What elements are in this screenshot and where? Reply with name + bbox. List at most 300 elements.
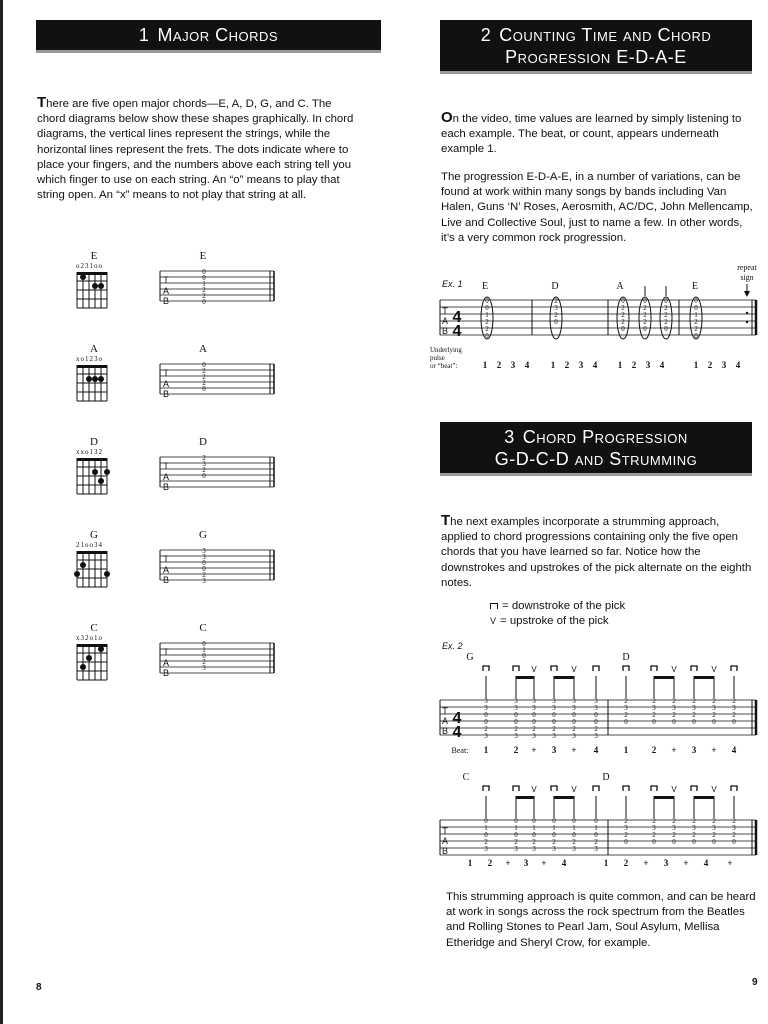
example-1-notation — [430, 258, 760, 378]
tab-fret-number: 0 — [532, 817, 536, 825]
section-3-number: 3 — [504, 427, 515, 447]
count-mark: 1 — [623, 745, 629, 755]
tab-fret-number: 2 — [514, 725, 518, 733]
count-mark: 1 — [467, 858, 473, 868]
beat-label: Beat: — [451, 746, 469, 755]
chord-diagram — [74, 642, 114, 686]
chord-fingering: o231oo — [76, 262, 103, 270]
tab-fret-number: 2 — [485, 325, 489, 333]
tab-fret-number: 0 — [485, 332, 489, 340]
tab-fret-number: 0 — [554, 318, 558, 326]
tab-clef-a: A — [162, 472, 170, 482]
tab-fret-number: 2 — [552, 725, 556, 733]
tab-fret-number: 0 — [672, 838, 676, 846]
tab-fret-number: 0 — [624, 718, 628, 726]
nut — [77, 458, 107, 461]
tab-fret-number: 2 — [732, 697, 736, 705]
finger-dot — [74, 571, 80, 577]
tab-fret-number: 3 — [712, 704, 716, 712]
count-mark: + — [727, 858, 733, 868]
tab-fret-number: 3 — [572, 704, 576, 712]
tab-fret-number: 2 — [643, 304, 647, 312]
tab-fret-number: 2 — [672, 817, 676, 825]
repeat-dot — [746, 312, 748, 314]
downstroke-icon — [623, 666, 629, 671]
tab-fret-number: 2 — [202, 292, 206, 300]
downstroke-icon — [551, 786, 557, 791]
tab-fret-number: 3 — [552, 845, 556, 853]
tab-fret-number: 1 — [514, 824, 518, 832]
tab-staff — [158, 267, 278, 305]
section-3-title-a: Chord Progression — [522, 427, 688, 447]
tab-fret-number: 3 — [554, 304, 558, 312]
page-binding-edge — [0, 0, 3, 1024]
tab-fret-number: 2 — [692, 697, 696, 705]
tab-fret-number: 0 — [202, 559, 206, 567]
para-text: he next examples incorporate a strumming approach, applied to chord progressions containing only the five open chords that you have learned so far. Notice how the downstrokes and upstrokes of the pick alternate on the eighth notes. — [441, 516, 752, 589]
tab-fret-number: 2 — [594, 725, 598, 733]
tab-fret-number: 2 — [692, 817, 696, 825]
tab-fret-number: 0 — [594, 718, 598, 726]
ex2-chord-label: D — [622, 652, 630, 663]
section-1-banner — [36, 20, 381, 53]
tab-fret-number: 3 — [692, 704, 696, 712]
section-3-banner — [440, 422, 752, 476]
tab-fret-number: 3 — [484, 697, 488, 705]
tab-fret-number: 2 — [485, 318, 489, 326]
tab-fret-number: 1 — [485, 311, 489, 319]
tab-fret-number: 2 — [672, 711, 676, 719]
tab-fret-number: 0 — [484, 718, 488, 726]
tab-clef-b: B — [441, 326, 449, 336]
finger-dot — [80, 274, 86, 280]
tab-fret-number: 2 — [621, 318, 625, 326]
tab-clef-b: B — [162, 296, 170, 305]
tab-chord-name: A — [199, 343, 207, 355]
tab-fret-number: 3 — [202, 664, 206, 672]
downstroke-icon — [651, 666, 657, 671]
tab-fret-number: 2 — [621, 311, 625, 319]
tab-fret-number: 0 — [202, 472, 206, 480]
tab-fret-number: 3 — [484, 845, 488, 853]
section-3-paragraph-1 — [441, 513, 756, 591]
downstroke-icon — [731, 666, 737, 671]
tab-clef-b: B — [162, 575, 170, 584]
tab-fret-number: 3 — [624, 704, 628, 712]
downstroke-icon — [691, 786, 697, 791]
time-sig-bottom: 4 — [452, 724, 462, 741]
ex2-chord-label: D — [602, 772, 610, 783]
beam — [516, 676, 534, 679]
count-mark: + — [643, 858, 649, 868]
section-2-number: 2 — [480, 25, 492, 45]
downstroke-icon — [651, 786, 657, 791]
tab-fret-number: 0 — [202, 361, 206, 369]
count-mark: 4 — [731, 745, 737, 755]
tab-fret-number: 3 — [594, 697, 598, 705]
tab-fret-number: 3 — [594, 704, 598, 712]
example-2-notation — [430, 636, 760, 876]
tab-fret-number: 0 — [572, 817, 576, 825]
tab-fret-number: 0 — [532, 711, 536, 719]
section-3-paragraph-2: This strumming approach is quite common, and can be heard at work in songs across the rock spectrum from the Beatles and Rolling Stones to Pearl Jam, Soul Asylum, Mellisa Etheridge and Sheryl Crow, for example. — [446, 891, 756, 949]
tab-fret-number: 0 — [692, 838, 696, 846]
beat-number: 2 — [564, 360, 570, 370]
tab-clef-t: T — [163, 554, 169, 564]
count-mark: + — [671, 745, 677, 755]
tab-fret-number: 2 — [643, 318, 647, 326]
tab-fret-number: 2 — [484, 838, 488, 846]
beam — [516, 796, 534, 799]
section-2-paragraph-1 — [441, 110, 756, 158]
chord-diagram — [74, 363, 114, 407]
tab-fret-number: 3 — [652, 704, 656, 712]
tab-fret-number: 2 — [652, 817, 656, 825]
upstroke-icon: V — [571, 665, 577, 674]
tab-clef-t: T — [442, 826, 448, 836]
repeat-arrow-head — [744, 291, 750, 297]
chord-fingering: x32o1o — [76, 634, 103, 642]
downstroke-icon — [593, 786, 599, 791]
tab-chord-name: C — [199, 622, 207, 634]
tab-fret-number: 2 — [624, 831, 628, 839]
tab-fret-number: 2 — [572, 725, 576, 733]
tab-clef-t: T — [163, 275, 169, 285]
drop-cap: O — [441, 109, 453, 126]
tab-fret-number: 3 — [202, 553, 206, 561]
tab-fret-number: 2 — [664, 318, 668, 326]
section-number: 1 — [138, 25, 150, 45]
downstroke-icon — [513, 786, 519, 791]
tab-fret-number: 0 — [694, 297, 698, 305]
tab-fret-number: 3 — [202, 460, 206, 468]
tab-fret-number: 2 — [672, 697, 676, 705]
pulse-label: pulse — [430, 354, 445, 362]
para-text: n the video, time values are learned by simply listening to each example. The beat, or count, appears underneath example 1. — [441, 113, 742, 156]
tab-fret-number: 0 — [514, 831, 518, 839]
tab-fret-number: 3 — [532, 732, 536, 740]
beat-number: 3 — [645, 360, 651, 370]
tab-fret-number: 2 — [202, 286, 206, 294]
upstroke-icon: V — [531, 785, 537, 794]
upstroke-icon: V — [671, 785, 677, 794]
tab-fret-number: 0 — [621, 325, 625, 333]
finger-dot — [80, 562, 86, 568]
ex1-chord-label: D — [551, 281, 559, 292]
tab-fret-number: 3 — [514, 732, 518, 740]
ex1-chord-label: A — [616, 281, 624, 292]
chord-diagram-name: A — [90, 343, 98, 355]
finger-dot — [92, 376, 98, 382]
tab-fret-number: 3 — [532, 704, 536, 712]
tab-fret-number: 2 — [202, 571, 206, 579]
downstroke-icon — [483, 666, 489, 671]
tab-fret-number: 0 — [514, 711, 518, 719]
tab-fret-number: 2 — [712, 817, 716, 825]
tab-chord-name: D — [199, 436, 207, 448]
tab-fret-number: 2 — [621, 304, 625, 312]
tab-fret-number: 2 — [514, 838, 518, 846]
beat-number: 3 — [578, 360, 584, 370]
tab-fret-number: 0 — [202, 268, 206, 276]
pulse-label: Underlying — [430, 346, 462, 354]
example-2-label: Ex. 2 — [442, 641, 463, 651]
count-mark: 2 — [623, 858, 629, 868]
tab-fret-number: 2 — [594, 838, 598, 846]
tab-fret-number: 2 — [202, 454, 206, 462]
tab-fret-number: 3 — [692, 824, 696, 832]
tab-fret-number: 0 — [624, 838, 628, 846]
tab-fret-number: 2 — [202, 379, 206, 387]
tab-fret-number: 0 — [202, 298, 206, 305]
upstroke-icon: V — [571, 785, 577, 794]
downstroke-icon — [513, 666, 519, 671]
beat-number: 4 — [735, 360, 741, 370]
tab-fret-number: 0 — [514, 817, 518, 825]
section-2-title-line2: Progression E-D-A-E — [505, 47, 687, 67]
tab-fret-number: 0 — [485, 297, 489, 305]
tab-fret-number: 3 — [624, 824, 628, 832]
tab-fret-number: 0 — [514, 718, 518, 726]
tab-fret-number: 0 — [572, 718, 576, 726]
tab-fret-number: 2 — [652, 711, 656, 719]
tab-fret-number: 0 — [692, 718, 696, 726]
tab-clef-a: A — [441, 316, 449, 326]
beat-number: 4 — [592, 360, 598, 370]
ex2-chord-label: G — [466, 652, 474, 663]
chord-diagram-name: E — [90, 250, 98, 262]
pulse-label: or “beat”: — [430, 362, 458, 370]
tab-fret-number: 3 — [552, 704, 556, 712]
tab-fret-number: 1 — [552, 824, 556, 832]
legend-up-text: = upstroke of the pick — [500, 615, 609, 628]
tab-staff — [158, 546, 278, 584]
legend-down-text: = downstroke of the pick — [502, 600, 626, 612]
tab-fret-number: 2 — [202, 367, 206, 375]
tab-clef-a: A — [441, 836, 449, 846]
tab-fret-number: 2 — [732, 711, 736, 719]
tab-fret-number: 2 — [712, 697, 716, 705]
section-2-paragraph-2: The progression E-D-A-E, in a number of variations, can be found at work within many songs by bands including Van Halen, Guns ‘N’ Roses, Aerosmith, AC/DC, John Mellencamp, Live and Collective Soul, just to name a few. In other words, it’s a very common rock progression. — [441, 171, 753, 244]
tab-fret-number: 0 — [621, 297, 625, 305]
tab-fret-number: 2 — [694, 318, 698, 326]
tab-fret-number: 0 — [552, 711, 556, 719]
downstroke-icon — [691, 666, 697, 671]
tab-fret-number: 2 — [202, 373, 206, 381]
chord-diagram-name: D — [90, 436, 98, 448]
drop-cap: T — [441, 512, 451, 529]
tab-clef-b: B — [441, 846, 449, 856]
tab-fret-number: 2 — [732, 817, 736, 825]
tab-fret-number: 2 — [732, 831, 736, 839]
tab-fret-number: 3 — [514, 704, 518, 712]
tab-fret-number: 2 — [712, 711, 716, 719]
count-mark: 4 — [561, 858, 567, 868]
tab-clef-t: T — [163, 368, 169, 378]
tab-fret-number: 3 — [712, 824, 716, 832]
page-number-left: 8 — [36, 982, 42, 993]
tab-fret-number: 2 — [554, 297, 558, 305]
beat-number: 4 — [524, 360, 530, 370]
tab-fret-number: 2 — [712, 831, 716, 839]
count-mark: 2 — [651, 745, 657, 755]
tab-chord-name: G — [199, 529, 207, 541]
tab-fret-number: 2 — [664, 311, 668, 319]
tab-fret-number: 2 — [652, 831, 656, 839]
tab-fret-number: 3 — [532, 697, 536, 705]
beat-number: 1 — [693, 360, 699, 370]
tab-clef-t: T — [442, 706, 448, 716]
count-mark: 4 — [703, 858, 709, 868]
chord-diagram — [74, 270, 114, 314]
finger-dot — [98, 646, 104, 652]
tab-fret-number: 2 — [624, 697, 628, 705]
tab-fret-number: 0 — [532, 718, 536, 726]
time-sig-top: 4 — [452, 710, 462, 727]
ex1-chord-label: E — [691, 281, 699, 292]
tab-fret-number: 0 — [484, 711, 488, 719]
finger-dot — [98, 376, 104, 382]
tab-fret-number: 2 — [554, 311, 558, 319]
upstroke-icon: V — [490, 616, 497, 627]
finger-dot — [92, 283, 98, 289]
tab-fret-number: 0 — [594, 831, 598, 839]
count-mark: + — [531, 745, 537, 755]
tab-fret-number: 0 — [532, 831, 536, 839]
count-mark: 4 — [593, 745, 599, 755]
beat-number: 3 — [721, 360, 727, 370]
tab-fret-number: 3 — [732, 824, 736, 832]
repeat-label: sign — [740, 273, 754, 282]
chord-fingering: xxo132 — [76, 448, 103, 456]
tab-fret-number: 0 — [594, 711, 598, 719]
tab-fret-number: 0 — [694, 304, 698, 312]
repeat-label: repeat — [737, 263, 757, 272]
count-mark: 1 — [483, 745, 489, 755]
intro-text: here are five open major chords—E, A, D, G, and C. The chord diagrams below show these shapes graphically. In chord diagrams, the vertical lines represent the strings, while the horizontal lines represent the frets. The dots indicate where to place your fingers, and the numbers above each string tell you which finger to use on each string. An “o” means to play that string open. An “x” means to not play that string at all. — [37, 98, 354, 202]
tab-fret-number: 0 — [594, 817, 598, 825]
finger-dot — [104, 571, 110, 577]
tab-fret-number: 2 — [694, 325, 698, 333]
beat-number: 3 — [510, 360, 516, 370]
tab-fret-number: 0 — [643, 297, 647, 305]
tab-clef-a: A — [162, 379, 170, 389]
chord-diagram — [74, 549, 114, 593]
downstroke-icon — [490, 603, 498, 609]
intro-paragraph — [37, 95, 357, 203]
tab-fret-number: 0 — [643, 325, 647, 333]
beam — [654, 676, 674, 679]
tab-fret-number: 3 — [732, 704, 736, 712]
drop-cap: T — [37, 94, 47, 111]
section-2-title-line1 — [440, 24, 752, 46]
time-sig-bottom: 4 — [452, 323, 462, 340]
tab-clef-a: A — [162, 286, 170, 296]
tab-fret-number: 0 — [694, 332, 698, 340]
tab-fret-number: 2 — [664, 304, 668, 312]
tab-fret-number: 0 — [485, 304, 489, 312]
ex1-chord-label: E — [481, 281, 489, 292]
section-3-title-line2: G-D-C-D and Strumming — [494, 449, 698, 469]
tab-clef-b: B — [162, 389, 170, 398]
repeat-dot — [746, 321, 748, 323]
example-1-label: Ex. 1 — [442, 279, 463, 289]
upstroke-icon: V — [531, 665, 537, 674]
tab-fret-number: 1 — [484, 824, 488, 832]
tab-fret-number: 3 — [552, 732, 556, 740]
beam — [694, 676, 714, 679]
tab-fret-number: 3 — [672, 704, 676, 712]
count-mark: 2 — [487, 858, 493, 868]
page-number-right: 9 — [752, 977, 758, 988]
tab-fret-number: 3 — [514, 845, 518, 853]
upstroke-icon: V — [671, 665, 677, 674]
downstroke-icon — [593, 666, 599, 671]
tab-fret-number: 0 — [732, 838, 736, 846]
count-mark: + — [683, 858, 689, 868]
tab-fret-number: 3 — [652, 824, 656, 832]
tab-fret-number: 3 — [572, 845, 576, 853]
finger-dot — [86, 655, 92, 661]
beam — [654, 796, 674, 799]
tab-fret-number: 2 — [692, 831, 696, 839]
tab-fret-number: 2 — [202, 658, 206, 666]
tab-fret-number: 2 — [202, 466, 206, 474]
tab-fret-number: 3 — [202, 577, 206, 584]
chord-diagram — [74, 456, 114, 500]
tab-fret-number: 0 — [552, 817, 556, 825]
ex2-chord-label: C — [462, 772, 470, 783]
tab-fret-number: 0 — [664, 297, 668, 305]
beat-number: 1 — [482, 360, 488, 370]
tab-fret-number: 0 — [484, 831, 488, 839]
tab-fret-number: 2 — [672, 831, 676, 839]
tab-fret-number: 0 — [652, 838, 656, 846]
finger-dot — [98, 283, 104, 289]
tab-fret-number: 3 — [594, 845, 598, 853]
tab-fret-number: 0 — [664, 325, 668, 333]
count-mark: + — [505, 858, 511, 868]
tab-fret-number: 0 — [572, 831, 576, 839]
beat-number: 1 — [550, 360, 556, 370]
section-3-title-line1 — [440, 426, 752, 448]
tab-clef-t: T — [442, 306, 448, 316]
tab-fret-number: 3 — [552, 697, 556, 705]
tab-fret-number: 3 — [514, 697, 518, 705]
tab-fret-number: 0 — [202, 385, 206, 393]
chord-diagram-name: C — [90, 622, 98, 634]
tab-fret-number: 2 — [692, 711, 696, 719]
tab-fret-number: 2 — [652, 697, 656, 705]
section-2-title-a: Counting Time and Chord — [499, 25, 712, 45]
beat-number: 1 — [617, 360, 623, 370]
tab-clef-b: B — [162, 482, 170, 491]
upstroke-icon: V — [711, 665, 717, 674]
beat-number: 4 — [659, 360, 665, 370]
tab-fret-number: 3 — [672, 824, 676, 832]
tab-fret-number: 1 — [532, 824, 536, 832]
tab-fret-number: 0 — [202, 652, 206, 660]
tab-fret-number: 2 — [552, 838, 556, 846]
tab-fret-number: 0 — [652, 718, 656, 726]
tab-clef-b: B — [162, 668, 170, 677]
count-mark: 2 — [513, 745, 519, 755]
count-mark: + — [711, 745, 717, 755]
tab-fret-number: 1 — [572, 824, 576, 832]
nut — [77, 365, 107, 368]
tab-fret-number: 0 — [202, 274, 206, 282]
tab-fret-number: 2 — [572, 838, 576, 846]
